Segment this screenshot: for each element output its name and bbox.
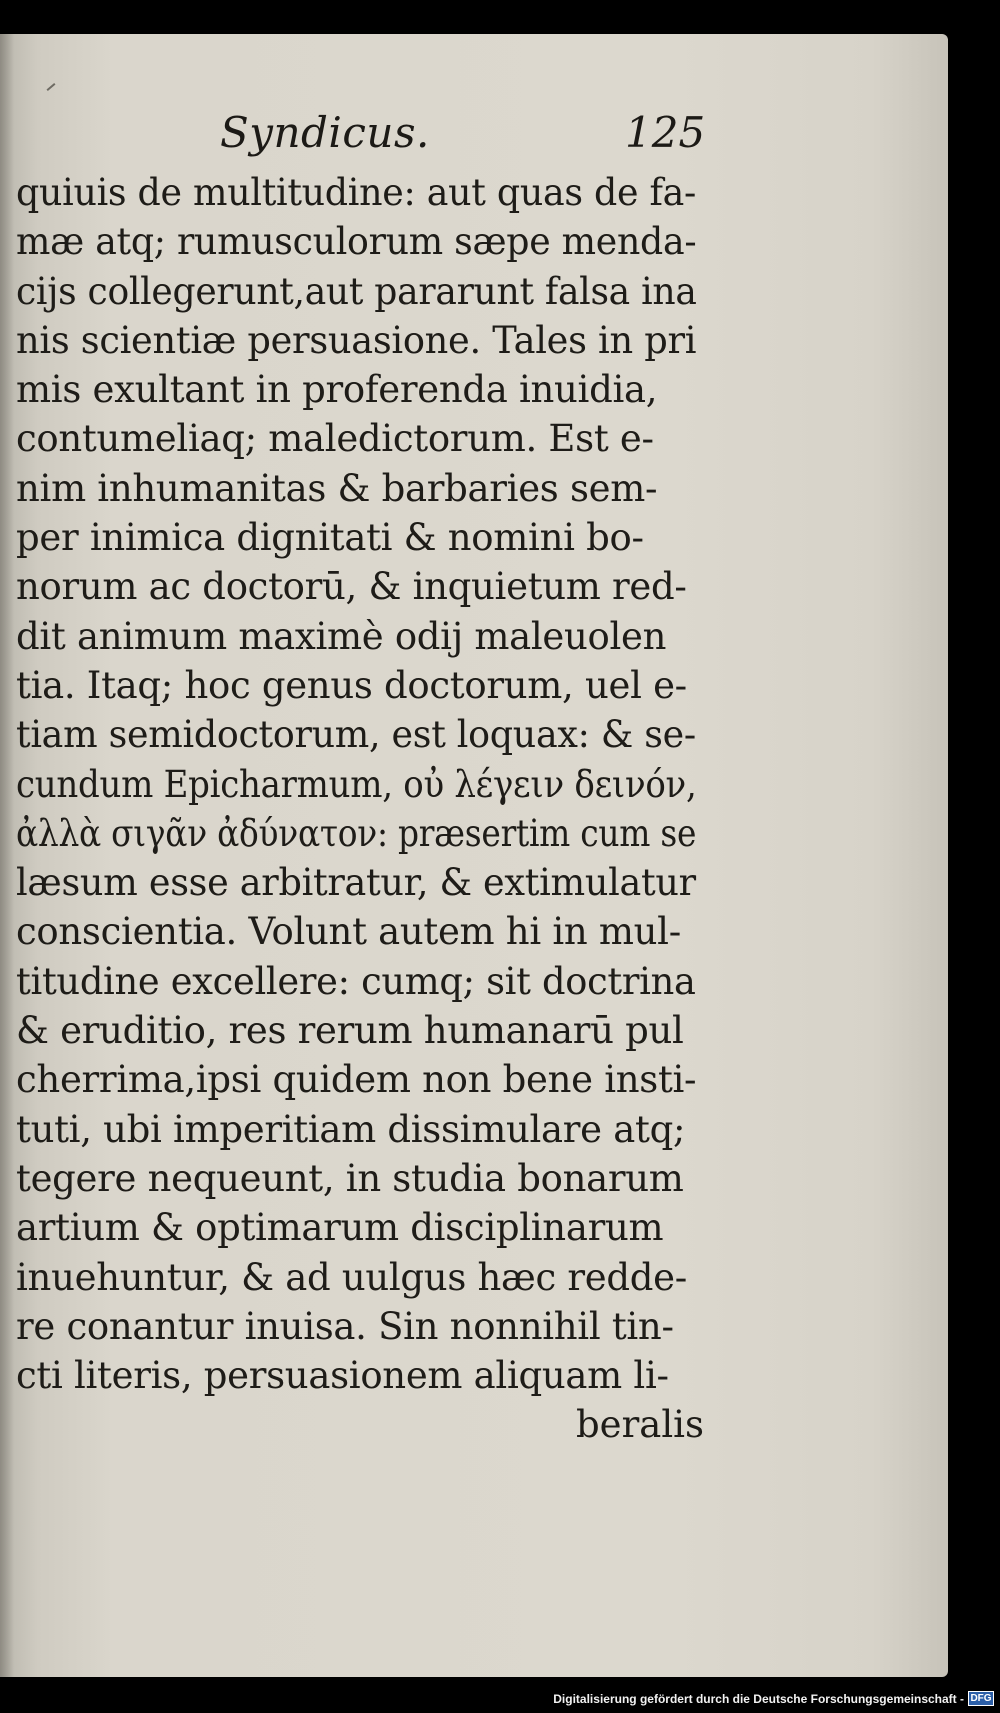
body-text	[16, 168, 696, 1400]
text-line: læsum esse arbitratur, & extimulatur	[16, 861, 696, 905]
text-line: quiuis de multitudine: aut quas de fa-	[16, 171, 697, 214]
text-line: tuti, ubi imperitiam dissimulare atq;	[16, 1107, 686, 1151]
text-line: inuehuntur, & ad uulgus hæc redde-	[16, 1255, 687, 1299]
text-line: nim inhumanitas & barbaries sem-	[16, 466, 658, 510]
text-line: ἀλλὰ σιγᾶν ἀδύνατον: præsertim cum se	[16, 811, 697, 855]
text-line: cherrima,ipsi quidem non bene insti-	[16, 1058, 697, 1102]
footer-credit: Digitalisierung gefördert durch die Deutsche Forschungsgemeinschaft -	[553, 1692, 964, 1706]
text-line: cundum Epicharmum, οὐ λέγειν δεινόν,	[16, 762, 697, 806]
digitization-footer	[0, 1688, 1000, 1713]
page-number: 125	[625, 108, 706, 157]
text-line: mis exultant in proferenda inuidia,	[16, 368, 658, 412]
text-line: cti literis, persuasionem aliquam li-	[16, 1354, 669, 1398]
text-line: tegere nequeunt, in studia bonarum	[16, 1156, 684, 1200]
text-line: re conantur inuisa. Sin nonnihil tin-	[16, 1304, 674, 1348]
text-line: & eruditio, res rerum humanarū pul	[16, 1009, 684, 1053]
text-line: mæ atq; rumusculorum sæpe menda-	[16, 220, 697, 264]
text-line: tiam semidoctorum, est loquax: & se-	[16, 713, 696, 757]
running-head	[0, 108, 948, 168]
text-line: norum ac doctorū, & inquietum red-	[16, 565, 687, 609]
text-line: contumeliaq; maledictorum. Est e-	[16, 417, 654, 461]
page-gutter-shadow	[0, 34, 14, 1677]
text-line: per inimica dignitati & nomini bo-	[16, 516, 644, 560]
text-line: titudine excellere: cumq; sit doctrina	[16, 959, 696, 1003]
text-line: nis scientiæ persuasione. Tales in pri	[16, 318, 697, 362]
text-line: tia. Itaq; hoc genus doctorum, uel e-	[16, 663, 687, 707]
running-head-title: Syndicus.	[220, 108, 430, 157]
catchword: beralis	[576, 1403, 704, 1446]
text-line: dit animum maximè odij maleuolen	[16, 614, 667, 658]
dfg-logo: DFG	[968, 1691, 994, 1706]
text-line: conscientia. Volunt autem hi in mul-	[16, 910, 681, 954]
text-line: cijs collegerunt,aut pararunt falsa ina	[16, 269, 697, 313]
text-line: artium & optimarum disciplinarum	[16, 1206, 664, 1250]
